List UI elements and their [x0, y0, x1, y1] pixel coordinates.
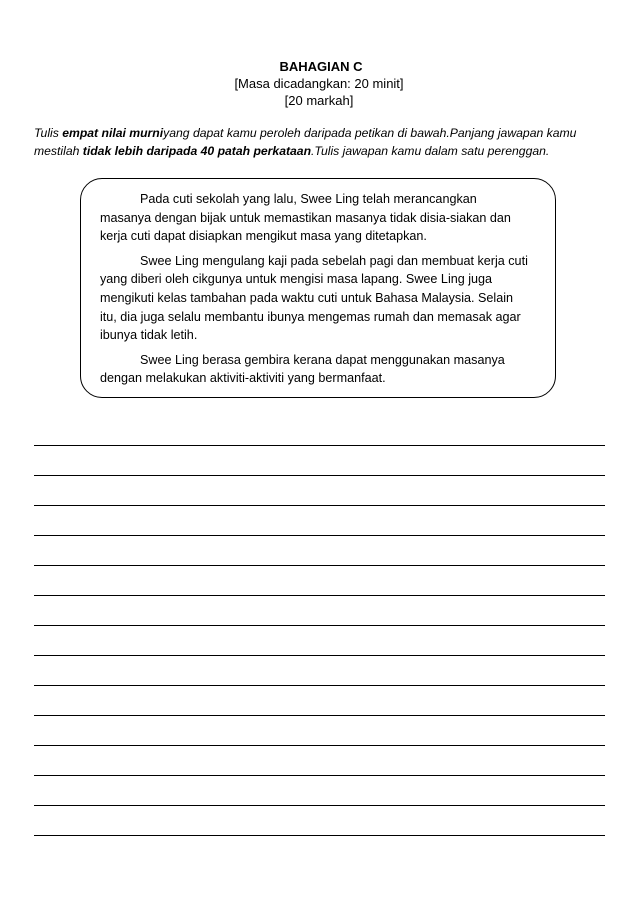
- time-note: [Masa dicadangkan: 20 minit]: [234, 76, 404, 91]
- instruction-part-4: .Tulis jawapan kamu dalam satu perenggan.: [311, 143, 550, 158]
- answer-line[interactable]: [34, 535, 605, 536]
- passage-text: [100, 190, 550, 394]
- passage-line: yang diberi oleh cikgunya untuk mengisi masa lapang. Swee Ling juga: [100, 272, 493, 287]
- marks-note: [20 markah]: [284, 93, 354, 108]
- passage-line: dengan melakukan aktiviti-aktiviti yang bermanfaat.: [100, 371, 386, 386]
- passage-line: Swee Ling mengulang kaji pada sebelah pagi dan membuat kerja cuti: [140, 253, 528, 268]
- instruction-part-3: mestilah: [34, 143, 83, 158]
- instruction-bold-1: empat nilai murni: [62, 126, 164, 140]
- instruction-part-1: Tulis: [34, 126, 63, 140]
- answer-line[interactable]: [34, 445, 605, 446]
- answer-line[interactable]: [34, 745, 605, 746]
- answer-line[interactable]: [34, 475, 605, 476]
- passage-line: mengikuti kelas tambahan pada waktu cuti untuk Bahasa Malaysia. Selain: [100, 290, 514, 305]
- passage-paragraph-2: [100, 252, 550, 345]
- answer-line[interactable]: [34, 565, 605, 566]
- passage-line: Pada cuti sekolah yang lalu, Swee Ling telah merancangkan: [140, 192, 477, 206]
- answer-line[interactable]: [34, 685, 605, 686]
- answer-area[interactable]: [34, 445, 605, 865]
- instruction-bold-2: tidak lebih daripada 40 patah perkataan: [82, 143, 312, 158]
- answer-line[interactable]: [34, 715, 605, 716]
- passage-paragraph-1: [100, 190, 550, 246]
- passage-line: Swee Ling berasa gembira kerana dapat menggunakan masanya: [140, 352, 505, 367]
- passage-paragraph-3: [100, 351, 550, 388]
- answer-line[interactable]: [34, 505, 605, 506]
- passage-line: kerja cuti dapat disiapkan mengikut masa yang ditetapkan.: [100, 229, 427, 244]
- section-title: BAHAGIAN C: [279, 59, 363, 74]
- section-header: [0, 58, 638, 109]
- passage-line: masanya dengan bijak untuk memastikan masanya tidak disia-siakan dan: [100, 210, 511, 225]
- instruction-text: [34, 125, 614, 160]
- passage-line: itu, dia juga selalu membantu ibunya mengemas rumah dan memasak agar: [100, 309, 521, 324]
- passage-line: ibunya tidak letih.: [100, 328, 198, 343]
- answer-line[interactable]: [34, 835, 605, 836]
- answer-line[interactable]: [34, 775, 605, 776]
- answer-line[interactable]: [34, 655, 605, 656]
- instruction-part-2: yang dapat kamu peroleh daripada petikan di bawah.Panjang jawapan kamu: [163, 126, 577, 140]
- instruction-line-1: [34, 125, 614, 143]
- answer-line[interactable]: [34, 625, 605, 626]
- answer-line[interactable]: [34, 805, 605, 806]
- answer-line[interactable]: [34, 595, 605, 596]
- instruction-line-2: [34, 143, 614, 161]
